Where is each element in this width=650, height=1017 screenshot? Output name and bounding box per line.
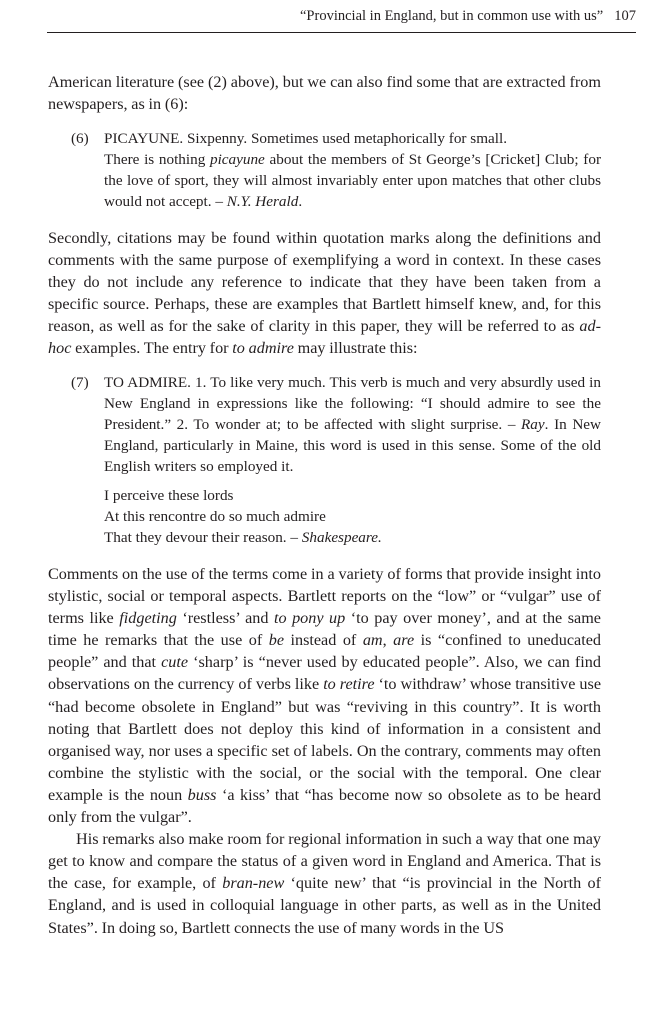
verse-line-1: I perceive these lords (104, 487, 234, 504)
example-6-quote-text: There is nothing (104, 151, 210, 169)
paragraph-3-italic-7: to retire (323, 675, 375, 694)
paragraph-3-italic-6: cute (161, 653, 189, 672)
paragraph-1-text: American literature (see (2) above), but we can also find some that are extracted from newspapers, as in (6): (48, 73, 601, 114)
paragraph-3-text-c: ‘to pay over money’, and at the same time he remarks that the use of (48, 609, 601, 650)
paragraph-4-text-b: ‘quite new’ that “is provincial in the North of England, and is used in colloquial language in other parts, as well as in the United States”. In doing so, Bartlett connects the use of many words in the US (48, 874, 602, 937)
example-7-text-2: . In New England, particularly in Maine, this word is used in this sense. Some of the old English writers so employed it. (104, 416, 601, 476)
paragraph-3-italic-4: am (362, 631, 383, 650)
example-7-text: TO ADMIRE. 1. To like very much. This verb is much and very absurdly used in New England in expressions like the following: “I should admire to see the President.” 2. To wonder at; to be affected with slight surprise. – (104, 374, 601, 434)
paragraph-2-italic-adhoc: ad-hoc (48, 317, 601, 358)
example-6-quote-text-2: about the members of St George’s [Cricket] Club; for the love of sport, they will almost invariably enter upon matches that other clubs would not accept. – (104, 151, 601, 211)
running-head (47, 8, 636, 33)
running-title: “Provincial in England, but in common use with us” (300, 8, 604, 24)
verse-line-2: At this rencontre do so much admire (104, 508, 326, 526)
paragraph-3-text-d: instead of (284, 631, 363, 650)
example-6-source: N.Y. Herald (226, 193, 299, 211)
paragraph-3-text-a: Comments on the use of the terms come in a variety of forms that provide insight into stylistic, social or temporal aspects. Bartlett reports on the “low” or “vulgar” use of terms like (48, 565, 601, 628)
paragraph-1 (48, 71, 601, 115)
page-number: 107 (614, 8, 636, 24)
example-6-source-end: . (298, 193, 303, 211)
example-7 (71, 372, 601, 477)
verse-line-3-text: That they devour their reason. – (104, 529, 302, 547)
example-6-body (104, 128, 601, 212)
paragraph-4-italic-bran-new: bran-new (222, 874, 285, 893)
example-7-number: (7) (71, 374, 89, 391)
example-6-quotation (104, 149, 601, 212)
paragraph-3-italic-5: are (393, 631, 415, 650)
paragraph-2-text-2: examples. The entry for (71, 339, 233, 358)
verse-quotation (104, 485, 601, 548)
verse-line-3 (104, 527, 601, 548)
example-6-number: (6) (71, 130, 89, 147)
example-6 (71, 128, 601, 212)
example-7-body (104, 372, 601, 477)
paragraph-2-text: Secondly, citations may be found within quotation marks along the definitions and comments with the same purpose of exemplifying a word in context. In these cases they do not include any reference to indicate that they have been taken from a specific source. Perhaps, these are examples that Bartlett himself knew, and, for this reason, as well as for the sake of clarity in this paper, they will be referred to as (48, 229, 601, 336)
paragraph-3 (48, 563, 601, 939)
paragraph-3-text-i: ‘a kiss’ that “has become now so obsolete as to be heard only from the vulgar”. (48, 785, 601, 827)
example-7-italic-ray: Ray (521, 416, 545, 434)
paragraph-3-italic-8: buss (187, 785, 217, 804)
paragraph-2 (48, 227, 601, 360)
paragraph-3-italic-3: be (268, 631, 284, 650)
paragraph-3-italic-1: fidgeting (119, 609, 177, 628)
paragraph-3-text-e: , (382, 631, 394, 650)
paragraph-3-text-b: ‘restless’ and (176, 609, 274, 628)
verse-source: Shakespeare. (301, 529, 382, 547)
paragraph-4-text-a: His remarks also make room for regional information in such a way that one may get to know and compare the status of a given word in England and America. That is the case, for example, of (48, 830, 601, 893)
paragraph-3-text-f: is “confined to uneducated people” and that (48, 631, 602, 672)
paragraph-2-italic-to-admire: to admire (232, 339, 294, 358)
paragraph-2-text-3: may illustrate this: (293, 339, 418, 358)
paragraph-4 (48, 828, 601, 938)
paragraph-3-text-g: ‘sharp’ is “never used by educated people”. Also, we can find observations on the currency of verbs like (48, 653, 601, 694)
paragraph-3-italic-2: to pony up (273, 609, 346, 628)
paragraph-3-text-h: ‘to withdraw’ whose transitive use “had become obsolete in England” but was “reviving in this country”. It is worth noting that Bartlett does not deploy this kind of information in a consistent and organised way, nor uses a specific set of labels. On the contrary, comments may often combine the stylistic with the social, or the social with the temporal. One clear example is the noun (48, 675, 601, 804)
example-6-headword: PICAYUNE. Sixpenny. Sometimes used metaphorically for small. (104, 130, 507, 147)
example-6-quote-italic: picayune (209, 151, 265, 169)
